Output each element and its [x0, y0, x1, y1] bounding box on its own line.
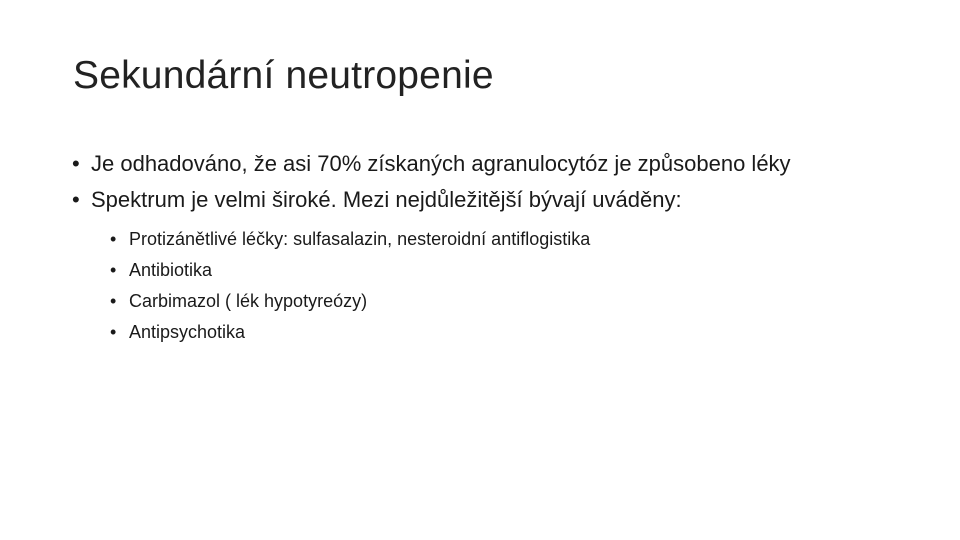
sub-bullet-item: [110, 286, 590, 317]
bullet-marker: •: [110, 229, 117, 249]
sub-bullet-text: Antipsychotika: [129, 322, 246, 342]
bullet-item: [72, 182, 791, 218]
bullet-item: [72, 146, 791, 182]
sub-bullet-item: [110, 255, 590, 286]
sub-bullet-text: Carbimazol ( lék hypotyreózy): [129, 291, 368, 311]
bullet-marker: •: [110, 322, 117, 342]
bullet-marker: •: [110, 291, 117, 311]
sub-bullet-list: [110, 224, 590, 348]
slide-title: Sekundární neutropenie: [73, 54, 494, 97]
sub-bullet-text: Antibiotika: [129, 260, 213, 280]
main-bullet-list: [72, 146, 791, 218]
bullet-marker: •: [110, 260, 117, 280]
bullet-marker: •: [72, 187, 80, 212]
bullet-marker: •: [72, 151, 80, 176]
bullet-text: Je odhadováno, že asi 70% získaných agranulocytóz je způsobeno léky: [91, 151, 791, 176]
sub-bullet-text: Protizánětlivé léčky: sulfasalazin, nesteroidní antiflogistika: [129, 229, 591, 249]
sub-bullet-item: [110, 317, 590, 348]
sub-bullet-item: [110, 224, 590, 255]
bullet-text: Spektrum je velmi široké. Mezi nejdůležitější bývají uváděny:: [91, 187, 682, 212]
